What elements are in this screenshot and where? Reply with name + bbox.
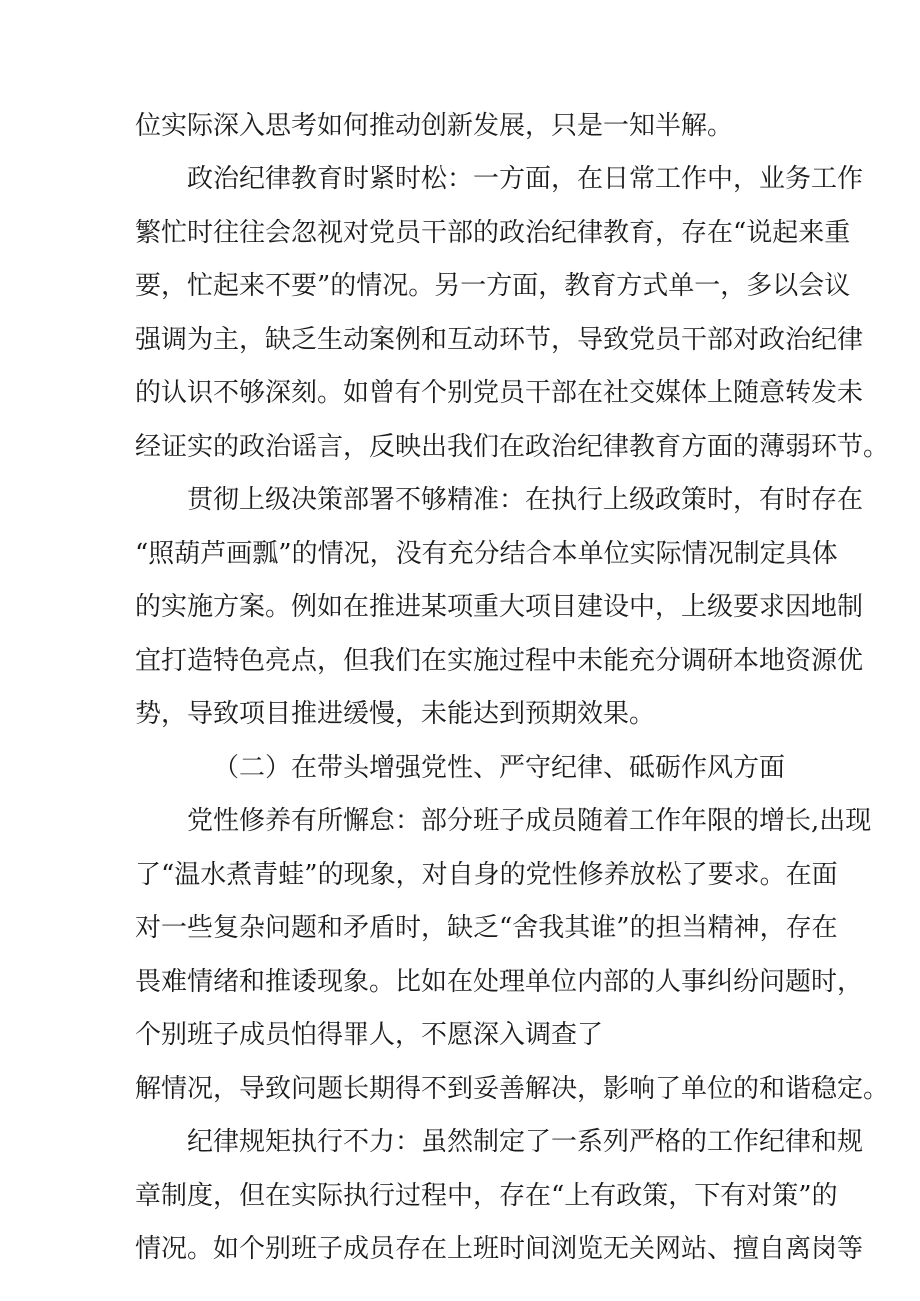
- text-line: 要，忙起来不要”的情况。另一方面，教育方式单一，多以会议: [135, 271, 851, 301]
- text-line: 个别班子成员怕得罪人，不愿深入调查了: [135, 1020, 604, 1050]
- text-line: 了“温水煮青蛙”的现象，对自身的党性修养放松了要求。在面: [135, 860, 838, 890]
- paragraph-start-line: 贯彻上级决策部署不够精准：在执行上级政策时，有时存在: [187, 485, 864, 515]
- text-line: 强调为主，缺乏生动案例和互动环节，导致党员干部对政治纪律: [135, 325, 864, 355]
- paragraph-start-line: 政治纪律教育时紧时松：一方面，在日常工作中，业务工作: [187, 164, 864, 194]
- text-line: 情况。如个别班子成员存在上班时间浏览无关网站、擅自离岗等: [135, 1234, 864, 1264]
- text-line: 章制度，但在实际执行过程中，存在“上有政策，下有对策”的: [135, 1181, 838, 1211]
- text-line: 的实施方案。例如在推进某项重大项目建设中，上级要求因地制: [135, 592, 864, 622]
- text-line: 势，导致项目推进缓慢，未能达到预期效果。: [135, 699, 656, 729]
- text-line: 繁忙时往往会忽视对党员干部的政治纪律教育，存在“说起来重: [135, 218, 851, 248]
- paragraph-start-line: 纪律规矩执行不力：虽然制定了一系列严格的工作纪律和规: [187, 1127, 864, 1157]
- text-line: 对一些复杂问题和矛盾时，缺乏“舍我其谁”的担当精神，存在: [135, 913, 838, 943]
- text-line: 位实际深入思考如何推动创新发展，只是一知半解。: [135, 111, 734, 141]
- text-line: 宜打造特色亮点，但我们在实施过程中未能充分调研本地资源优: [135, 646, 864, 676]
- text-line: 畏难情绪和推诿现象。比如在处理单位内部的人事纠纷问题时，: [135, 967, 864, 997]
- text-line: 解情况，导致问题长期得不到妥善解决，影响了单位的和谐稳定。: [135, 1074, 890, 1104]
- paragraph-start-line: 党性修养有所懈怠：部分班子成员随着工作年限的增长,出现: [187, 806, 872, 836]
- text-line: “照葫芦画瓢”的情况，没有充分结合本单位实际情况制定具体: [135, 539, 838, 569]
- section-heading: （二）在带头增强党性、严守纪律、砥砺作风方面: [213, 753, 786, 783]
- text-line: 经证实的政治谣言，反映出我们在政治纪律教育方面的薄弱环节。: [135, 432, 890, 462]
- text-line: 的认识不够深刻。如曾有个别党员干部在社交媒体上随意转发未: [135, 378, 864, 408]
